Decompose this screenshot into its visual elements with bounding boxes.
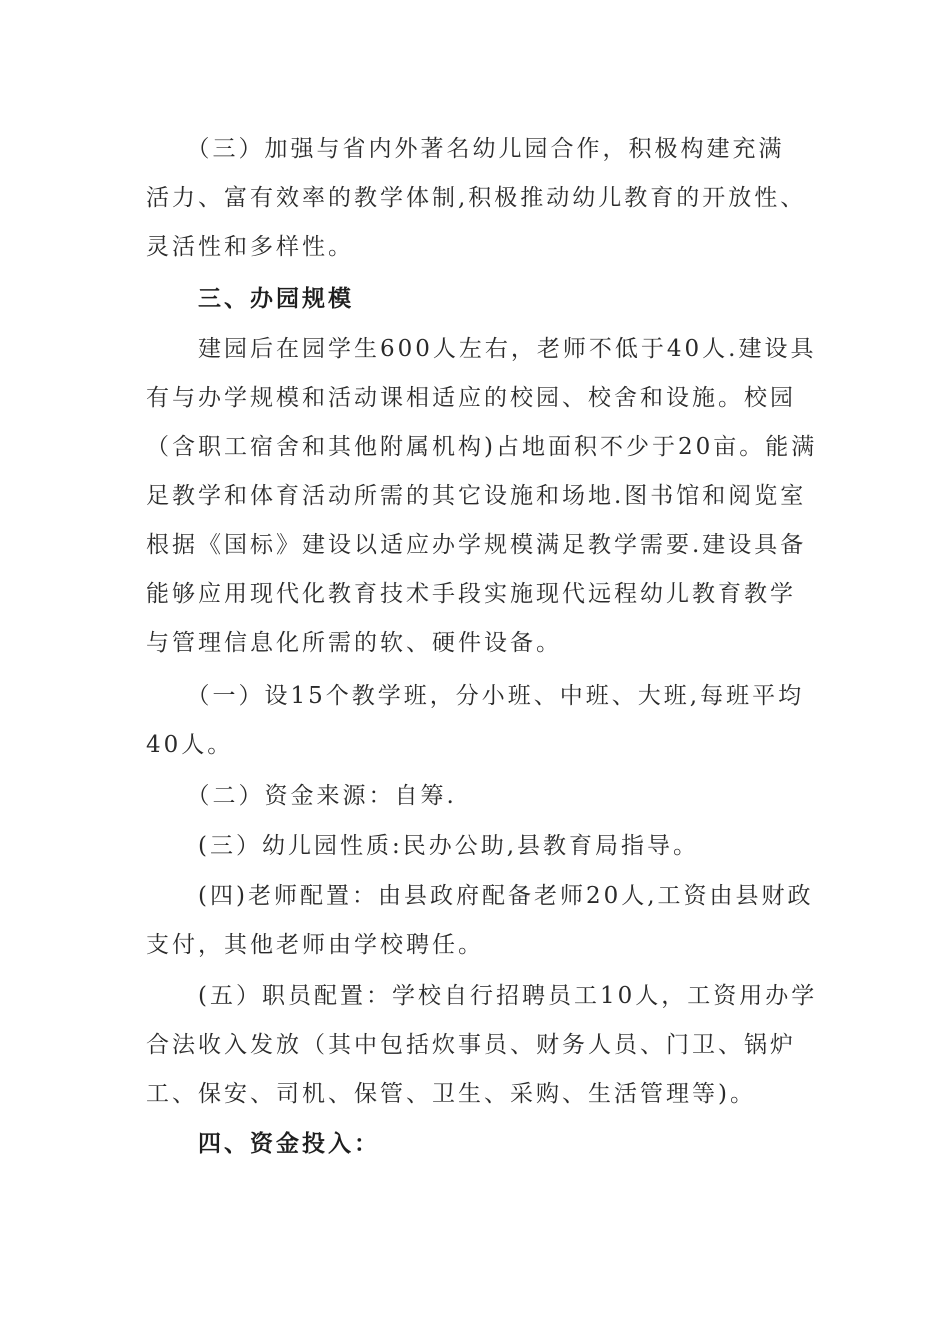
paragraph-scale	[146, 325, 818, 668]
list-item-staff	[146, 972, 818, 1119]
text-line: (三）幼儿园性质:民办公助,县教育局指导。	[146, 833, 700, 859]
text-line: 根据《国标》建设以适应办学规模满足教学需要.建设具备	[146, 532, 807, 558]
text-line: 活力、富有效率的教学体制,积极推动幼儿教育的开放性、	[146, 185, 807, 211]
text-line: 建园后在园学生600人左右，老师不低于40人.建设具	[146, 336, 817, 362]
paragraph-cooperation	[146, 125, 808, 272]
text-line: 40人。	[146, 732, 234, 758]
heading-text: 四、资金投入：	[146, 1131, 380, 1157]
text-line: （一）设15个教学班，分小班、中班、大班,每班平均	[146, 683, 805, 709]
text-line: 与管理信息化所需的软、硬件设备。	[146, 630, 562, 656]
section-heading-investment	[146, 1120, 808, 1169]
text-line: 合法收入发放（其中包括炊事员、财务人员、门卫、锅炉	[146, 1032, 796, 1058]
text-line: 支付，其他老师由学校聘任。	[146, 932, 484, 958]
text-line: 灵活性和多样性。	[146, 234, 354, 260]
text-line: （三）加强与省内外著名幼儿园合作，积极构建充满	[146, 136, 785, 162]
text-line: (五）职员配置：学校自行招聘员工10人，工资用办学	[146, 983, 818, 1009]
list-item-teachers	[146, 872, 814, 970]
list-item-nature	[146, 822, 808, 871]
list-item-classes	[146, 672, 808, 770]
heading-text: 三、办园规模	[146, 286, 354, 312]
text-line: 工、保安、司机、保管、卫生、采购、生活管理等)。	[146, 1081, 756, 1107]
section-heading-scale	[146, 275, 808, 324]
text-line: （含职工宿舍和其他附属机构)占地面积不少于20亩。能满	[146, 434, 818, 460]
text-line: 有与办学规模和活动课相适应的校园、校舍和设施。校园	[146, 385, 796, 411]
text-line: 能够应用现代化教育技术手段实施现代远程幼儿教育教学	[146, 581, 796, 607]
list-item-funding-source	[146, 772, 808, 821]
text-line: (四)老师配置：由县政府配备老师20人,工资由县财政	[146, 883, 814, 909]
text-line: 足教学和体育活动所需的其它设施和场地.图书馆和阅览室	[146, 483, 807, 509]
text-line: （二）资金来源：自筹.	[146, 783, 457, 809]
